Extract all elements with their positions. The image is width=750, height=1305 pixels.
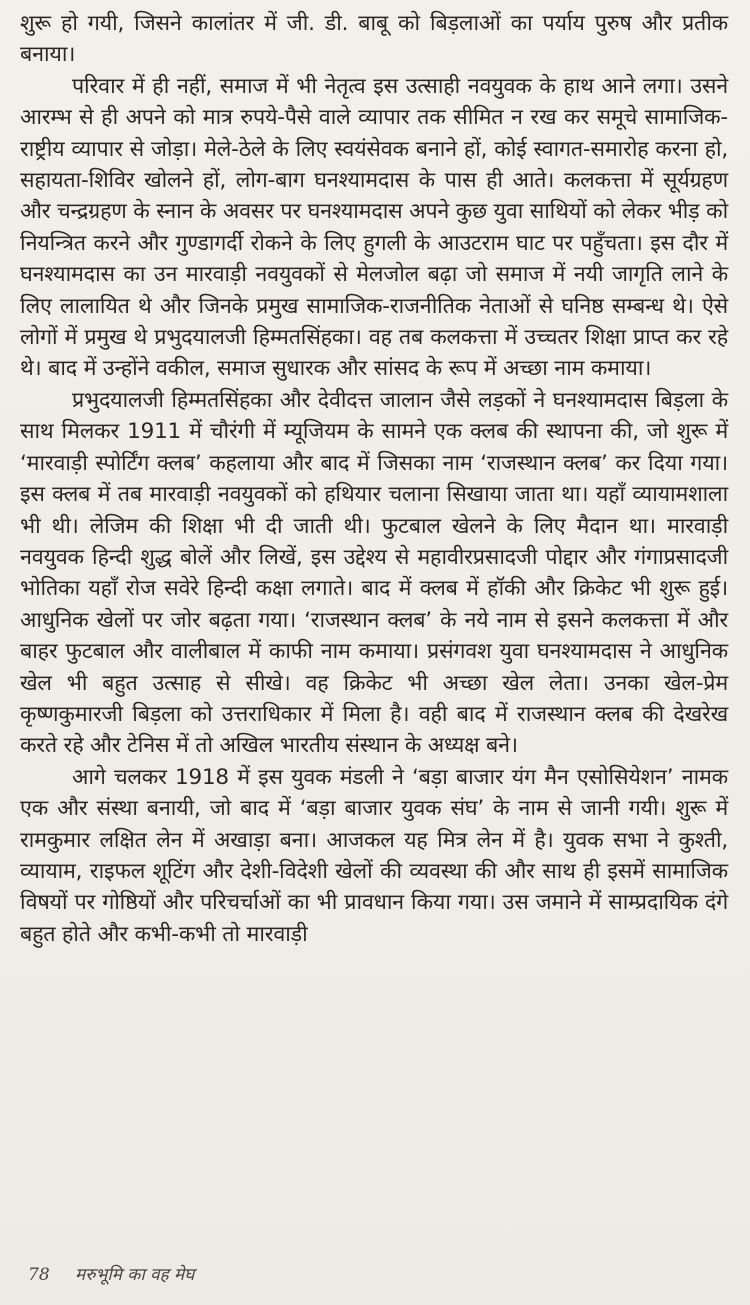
page-number: 78 — [28, 1265, 50, 1285]
paragraph-yuvak-sangh: आगे चलकर 1918 में इस युवक मंडली ने ‘बड़ा बाजार यंग मैन एसोसियेशन’ नामक एक और संस्था बनायी, जो बाद में ‘बड़ा बाजार युवक संघ’ के नाम से जानी गयी। शुरू में रामकुमार लक्षित लेन में अखाड़ा बना। आजकल यह मित्र लेन में है। युवक सभा ने कुश्ती, व्यायाम, राइफल शूटिंग और देशी-विदेशी खेलों की व्यवस्था की और साथ ही इसमें सामाजिक विषयों पर गोष्ठियों और परिचर्चाओं का भी प्रावधान किया गया। उस जमाने में साम्प्रदायिक दंगे बहुत होते और कभी-कभी तो मारवाड़ी — [20, 764, 728, 947]
paragraph-leadership: परिवार में ही नहीं, समाज में भी नेतृत्व इस उत्साही नवयुवक के हाथ आने लगा। उसने आरम्भ से ही अपने को मात्र रुपये-पैसे वाले व्यापार तक सीमित न रख कर समूचे सामाजिक-राष्ट्रीय व्यापार से जोड़ा। मेले-ठेले के लिए स्वयंसेवक बनाने हों, कोई स्वागत-समारोह करना हो, सहायता-शिविर खोलने हों, लोग-बाग घनश्यामदास के पास ही आते। कलकत्ता में सूर्यग्रहण और चन्द्रग्रहण के स्नान के अवसर पर घनश्यामदास अपने कुछ युवा साथियों को लेकर भीड़ को नियन्त्रित करने और गुण्डागर्दी रोकने के लिए हुगली के आउटराम घाट पर पहुँचता। इस दौर में घनश्यामदास का उन मारवाड़ी नवयुवकों से मेलजोल बढ़ा जो समाज में नयी जागृति लाने के लिए लालायित थे और जिनके प्रमुख सामाजिक-राजनीतिक नेताओं से घनिष्ठ सम्बन्ध थे। ऐसे लोगों में प्रमुख थे प्रभुदयालजी हिम्मतसिंहका। वह तब कलकत्ता में उच्चतर शिक्षा प्राप्त कर रहे थे। बाद में उन्होंने वकील, समाज सुधारक और सांसद के रूप में अच्छा नाम कमाया। — [20, 73, 728, 382]
page-footer — [28, 1262, 194, 1285]
paragraph-continuation: शुरू हो गयी, जिसने कालांतर में जी. डी. बाबू को बिड़लाओं का पर्याय पुरुष और प्रतीक बनाया। — [20, 11, 728, 68]
body-text — [20, 8, 728, 950]
running-title: मरुभूमि का वह मेघ — [75, 1265, 195, 1285]
paragraph-rajasthan-club: प्रभुदयालजी हिम्मतसिंहका और देवीदत्त जालान जैसे लड़कों ने घनश्यामदास बिड़ला के साथ मिलकर 1911 में चौरंगी में म्यूजियम के सामने एक क्लब की स्थापना की, जो शुरू में ‘मारवाड़ी स्पोर्टिंग क्लब’ कहलाया और बाद में जिसका नाम ‘राजस्थान क्लब’ कर दिया गया। इस क्लब में तब मारवाड़ी नवयुवकों को हथियार चलाना सिखाया जाता था। यहाँ व्यायामशाला भी थी। लेजिम की शिक्षा भी दी जाती थी। फुटबाल खेलने के लिए मैदान था। मारवाड़ी नवयुवक हिन्दी शुद्ध बोलें और लिखें, इस उद्देश्य से महावीरप्रसादजी पोद्दार और गंगाप्रसादजी भोतिका यहाँ रोज सवेरे हिन्दी कक्षा लगाते। बाद में क्लब में हॉकी और क्रिकेट भी शुरू हुई। आधुनिक खेलों पर जोर बढ़ता गया। ‘राजस्थान क्लब’ के नये नाम से इसने कलकत्ता में और बाहर फुटबाल और वालीबाल में काफी नाम कमाया। प्रसंगवश युवा घनश्यामदास ने आधुनिक खेल भी बहुत उत्साह से सीखे। वह क्रिकेट भी अच्छा खेल लेता। उनका खेल-प्रेम कृष्णकुमारजी बिड़ला को उत्तराधिकार में मिला है। वही बाद में राजस्थान क्लब की देखरेख करते रहे और टेनिस में तो अखिल भारतीय संस्थान के अध्यक्ष बने। — [20, 387, 728, 759]
